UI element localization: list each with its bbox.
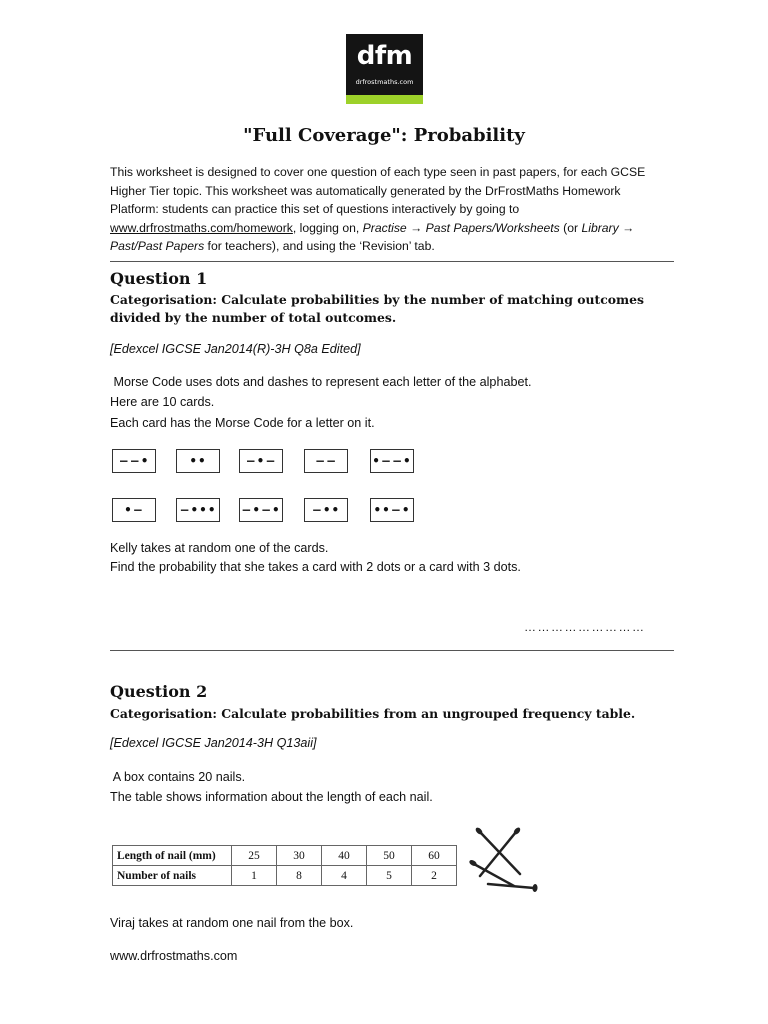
question-2-line-2: The table shows information about the length of each nail. [110,790,433,804]
intro-paragraph [110,163,670,256]
morse-card: −− [304,449,348,473]
intro-text-3: (or [559,220,582,235]
question-1-line-3: Each card has the Morse Code for a letter on it. [110,416,375,430]
question-1-source: [Edexcel IGCSE Jan2014(R)-3H Q8a Edited] [110,342,361,356]
nail-table [112,845,457,886]
table-cell: 30 [277,846,322,866]
divider [110,261,674,262]
table-cell: 4 [322,866,367,886]
table-cell: 5 [367,866,412,886]
table-cell: 1 [232,866,277,886]
table-header: Length of nail (mm) [113,846,232,866]
table-header: Number of nails [113,866,232,886]
question-1-line-1: Morse Code uses dots and dashes to represent each letter of the alphabet. [110,375,532,389]
question-1-task-1: Kelly takes at random one of the cards. [110,541,329,555]
table-cell: 50 [367,846,412,866]
homework-link[interactable]: www.drfrostmaths.com/homework [110,220,293,235]
logo-text: dfm [356,41,413,71]
table-cell: 25 [232,846,277,866]
question-2-categorisation: Categorisation: Calculate probabilities from an ungrouped frequency table. [110,706,636,721]
table-cell: 8 [277,866,322,886]
table-cell: 60 [412,846,457,866]
question-1-categorisation: Categorisation: Calculate probabilities by the number of matching outcomes divided by the number of total outcomes. [110,292,645,325]
morse-card: −•• [304,498,348,522]
morse-card: ••−• [370,498,414,522]
intro-text-2: , logging on, [292,220,363,235]
question-2-line-1: A box contains 20 nails. [110,770,246,784]
logo-url: drfrostmaths.com [355,78,414,86]
table-cell: 2 [412,866,457,886]
page-title: "Full Coverage": Probability [243,125,525,146]
morse-card: •− [112,498,156,522]
intro-text-4: for teachers), and using the ‘Revision’ tab. [204,239,435,254]
question-1-line-2: Here are 10 cards. [110,395,215,409]
question-1-task-2: Find the probability that she takes a card with 2 dots or a card with 3 dots. [110,560,521,574]
morse-card: −−• [112,449,156,473]
intro-path-student: Practise → Past Papers/Worksheets [362,220,560,235]
nails-illustration [468,826,544,898]
answer-line: ……………………… [524,620,646,634]
intro-path-teacher: Library → Past/Past Papers [110,220,635,254]
table-row [113,846,457,866]
question-1-heading: Question 1 [110,269,208,288]
question-2-source: [Edexcel IGCSE Jan2014-3H Q13aii] [110,736,317,750]
logo-accent-bar [346,95,423,104]
morse-card: −•−• [239,498,283,522]
question-2-task: Viraj takes at random one nail from the box. [110,916,354,930]
divider [110,650,674,651]
table-cell: 40 [322,846,367,866]
table-row [113,866,457,886]
question-2-heading: Question 2 [110,682,208,701]
morse-card: •−−• [370,449,414,473]
dfm-logo [346,34,423,104]
morse-card: −••• [176,498,220,522]
morse-card: •• [176,449,220,473]
footer-url: www.drfrostmaths.com [110,949,238,963]
morse-card: −•− [239,449,283,473]
intro-text-1: This worksheet is designed to cover one question of each type seen in past papers, for each GCSE Higher Tier topic. This worksheet was automatically generated by the DrFrostMaths Homework Platform: students can practice this set of questions interactively by going to [110,165,646,217]
